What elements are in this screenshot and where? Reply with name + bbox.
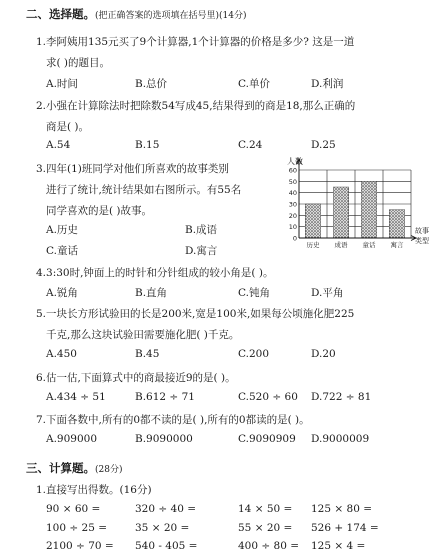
chart-ytick-label: 20 [288,211,297,220]
calc-subtitle: 1.直接写出得数。(16分) [36,484,152,496]
calc-r2-c2: 35 × 20 = [135,522,190,534]
chart-ytick-label: 60 [288,166,297,175]
q1-option-b: B.总价 [135,78,168,90]
q2-option-a: A.54 [46,139,71,151]
chart-xtick-label: 童话 [362,241,376,249]
calc-r3-c4: 125 × 4 = [311,540,366,552]
chart-bar [305,204,320,238]
chart-xtick-label: 历史 [306,241,320,249]
chart-ylabel: 人数 [287,157,303,166]
calc-r3-c2: 540 - 405 = [135,540,198,552]
chart-ytick-label: 30 [288,200,297,209]
q6-line1: 6.估一估,下面算式中的商最接近9的是( )。 [36,372,236,384]
section-2-title: 二、选择题。 [26,7,95,21]
q3-line1: 3.四年(1)班同学对他们所喜欢的故事类别 [36,163,229,175]
q4-option-d: D.平角 [311,287,344,299]
chart-xlabel-line1: 故事 [415,227,429,235]
q5-line1: 5.一块长方形试验田的长是200米,宽是100米,如果每公顷施化肥225 [36,308,355,320]
q3-line2: 进行了统计,统计结果如右图所示。有55名 [46,184,242,196]
chart-bar [389,210,404,238]
calc-r2-c4: 526 + 174 = [311,522,379,534]
section-2-heading [26,6,247,22]
q2-option-c: C.24 [238,139,263,151]
calc-r3-c3: 400 ÷ 80 = [238,540,300,552]
q5-line2: 千克,那么这块试验田需要施化肥( )千克。 [46,329,240,341]
q4-option-b: B.直角 [135,287,168,299]
q4-option-c: C.钝角 [238,287,270,299]
q2-line2: 商是( )。 [46,121,90,133]
story-type-chart-svg [281,158,436,256]
calc-r1-c4: 125 × 80 = [311,503,373,515]
q1-line2: 求( )的题目。 [46,57,111,69]
q7-option-c: C.9090909 [238,433,296,445]
q4-option-a: A.锐角 [46,287,78,299]
section-2-score: (14分) [219,11,247,21]
section-3-score: (28分) [95,465,123,475]
chart-xlabel-line2: 类型 [415,237,429,245]
q5-option-a: A.450 [46,348,77,360]
q7-option-d: D.9000009 [311,433,370,445]
calc-r3-c1: 2100 ÷ 70 = [46,540,114,552]
section-3-title: 三、计算题。 [26,461,95,475]
q3-option-b: B.成语 [185,224,218,236]
calc-r1-c2: 320 ÷ 40 = [135,503,197,515]
q2-option-d: D.25 [311,139,336,151]
q1-option-d: D.利润 [311,78,344,90]
chart-ytick-label: 50 [288,177,297,186]
chart-ytick-label: 0 [292,234,297,243]
q5-option-b: B.45 [135,348,160,360]
q6-option-c: C.520 ÷ 60 [238,391,298,403]
q6-option-b: B.612 ÷ 71 [135,391,195,403]
q2-line1: 2.小强在计算除法时把除数54写成45,结果得到的商是18,那么正确的 [36,100,356,112]
chart-bar [361,181,376,238]
q2-option-b: B.15 [135,139,160,151]
q3-option-a: A.历史 [46,224,78,236]
q1-option-a: A.时间 [46,78,78,90]
calc-r1-c1: 90 × 60 = [46,503,101,515]
q3-option-c: C.童话 [46,245,78,257]
q6-option-d: D.722 ÷ 81 [311,391,372,403]
q1-option-c: C.单价 [238,78,270,90]
q3-line3: 同学喜欢的是( )故事。 [46,205,153,217]
q5-option-d: D.20 [311,348,336,360]
calc-r1-c3: 14 × 50 = [238,503,293,515]
section-2-note: (把正确答案的选项填在括号里) [95,11,220,21]
q1-line1: 1.李阿姨用135元买了9个计算器,1个计算器的价格是多少? 这是一道 [36,36,355,48]
q7-option-a: A.909000 [46,433,98,445]
q7-option-b: B.9090000 [135,433,193,445]
chart-xtick-label: 成语 [334,241,348,249]
q5-option-c: C.200 [238,348,270,360]
q4-line1: 4.3:30时,钟面上的时针和分针组成的较小角是( )。 [36,267,274,279]
section-3-heading [26,460,122,476]
q7-line1: 7.下面各数中,所有的0都不读的是( ),所有的0都读的是( )。 [36,414,310,426]
calc-r2-c1: 100 ÷ 25 = [46,522,108,534]
chart-ytick-label: 40 [288,189,297,198]
calc-r2-c3: 55 × 20 = [238,522,293,534]
chart-ytick-label: 10 [288,223,297,232]
q6-option-a: A.434 ÷ 51 [46,391,106,403]
q3-option-d: D.寓言 [185,245,218,257]
chart-bar [333,187,348,238]
chart-xtick-label: 寓言 [390,241,404,249]
story-type-chart [281,158,436,256]
